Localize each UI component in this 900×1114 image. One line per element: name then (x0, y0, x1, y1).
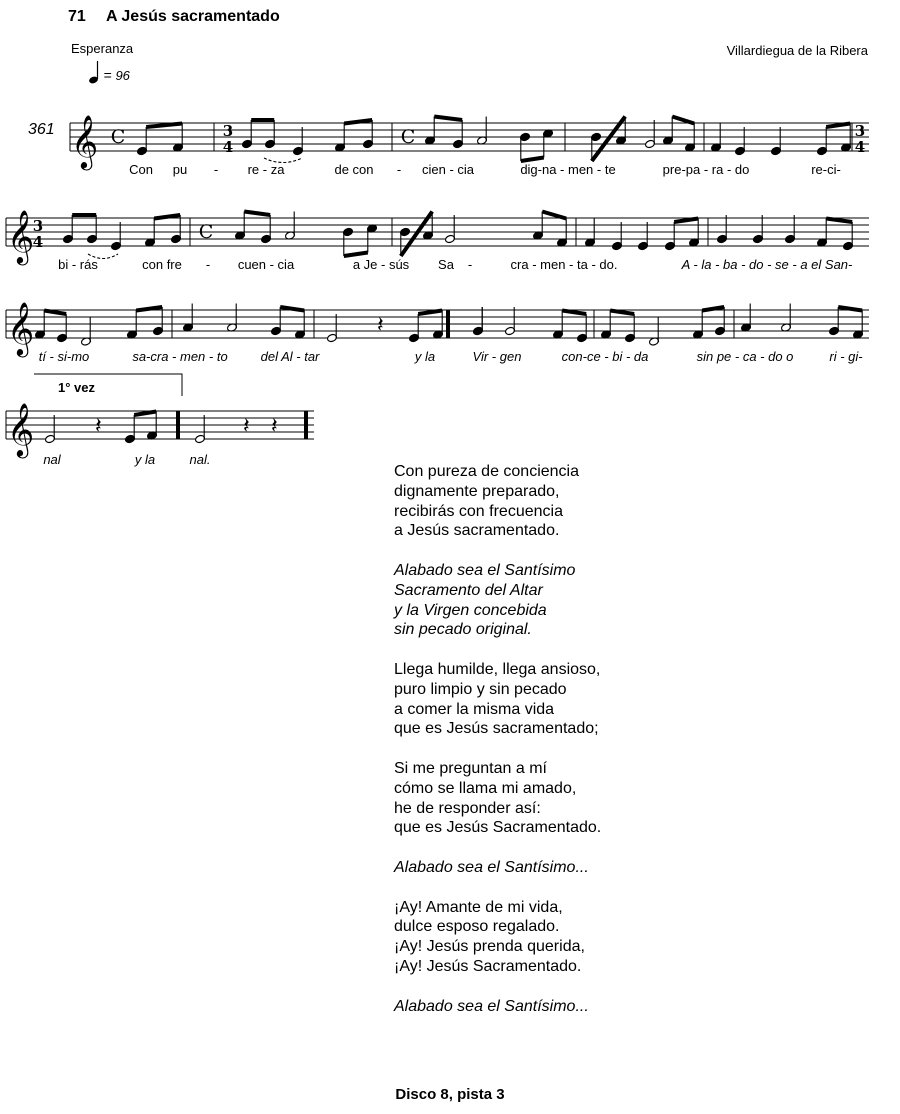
poem-line: Alabado sea el Santísimo (394, 561, 576, 579)
lyric-syllable: del Al - tar (260, 349, 320, 364)
volta-bracket (34, 374, 182, 396)
song-genre: Esperanza (71, 41, 134, 56)
note-beam (826, 124, 850, 128)
poem-line: ¡Ay! Amante de mi vida, (394, 898, 563, 916)
disc-track-label: Disco 8, pista 3 (395, 1086, 505, 1103)
tempo-value: 96 (115, 68, 130, 83)
lyric-syllable: A - la - ba - do - se - a el San- (681, 257, 853, 272)
time-signature: 4 (32, 233, 44, 251)
note-beam (134, 412, 156, 416)
lyric-syllable: nal (43, 452, 61, 467)
lyric-syllable: - (205, 257, 211, 272)
treble-clef-icon: 𝄞 (7, 402, 35, 456)
time-signature: 3 (32, 217, 44, 235)
poem-stanza (394, 759, 601, 838)
song-name: A Jesús sacramentado (106, 8, 280, 25)
poem-line: a comer la misma vida (394, 700, 555, 718)
common-time-icon: C (198, 221, 214, 243)
poem-line: he de responder así: (394, 799, 541, 817)
lyric-syllable: sin pe - ca - do o (696, 349, 794, 364)
lyric-syllable: cien - cia (421, 162, 475, 177)
lyric-syllable: Con (129, 162, 153, 177)
poem-text (394, 462, 601, 1036)
lyric-syllable: re - za (247, 162, 285, 177)
quarter-rest-icon: 𝄽 (271, 414, 278, 439)
lyric-syllable: pu (172, 162, 188, 177)
poem-stanza (394, 997, 601, 1017)
lyric-syllable: sa-cra - men - to (132, 349, 228, 364)
music-score (0, 0, 900, 480)
note-beam (434, 117, 462, 121)
note-beam (146, 124, 182, 128)
quarter-rest-icon: 𝄽 (243, 414, 250, 439)
lyric-syllable: pre-pa - ra - do (662, 162, 750, 177)
poem-stanza (394, 660, 601, 739)
poem-line: dulce esposo regalado. (394, 918, 560, 936)
note-beam (44, 311, 66, 315)
poem-line: Alabado sea el Santísimo... (394, 997, 589, 1015)
lyric-syllable: y la (414, 349, 436, 364)
common-time-icon: C (110, 126, 126, 148)
song-number: 71 (68, 8, 86, 25)
lyric-syllable: dig-na - men - te (520, 162, 616, 177)
poem-line: ¡Ay! Jesús Sacramentado. (394, 957, 582, 975)
note-beam (826, 219, 852, 223)
poem-line: Sacramento del Altar (394, 581, 543, 599)
treble-clef-icon: 𝄞 (7, 301, 35, 355)
note-beam (344, 253, 368, 257)
poem-line: sin pecado original. (394, 621, 532, 639)
poem-line: Si me preguntan a mí (394, 759, 547, 777)
note-beam (521, 158, 544, 162)
lyric-syllable: a Je - sús (352, 257, 410, 272)
note-beam (562, 311, 586, 315)
note-beam (610, 311, 634, 315)
lyric-syllable: - (213, 162, 219, 177)
note-beam (244, 212, 270, 216)
lyric-syllable: Vir - gen (472, 349, 522, 364)
poem-stanza (394, 898, 601, 977)
tempo-marking: = 96 (88, 60, 130, 86)
lyric-syllable: - (467, 257, 473, 272)
poem-line: a Jesús sacramentado. (394, 522, 560, 540)
poem-line: Con pureza de conciencia (394, 463, 580, 480)
lyric-syllable: bi - rás (58, 257, 98, 272)
quarter-rest-icon: 𝄽 (95, 414, 102, 439)
note-beam (672, 117, 694, 124)
poem-stanza (394, 462, 601, 541)
note-beam (418, 311, 442, 315)
time-signature: 4 (854, 138, 866, 156)
lyric-syllable: ri - gi- (829, 349, 863, 364)
quarter-rest-icon: 𝄽 (377, 313, 384, 338)
treble-clef-icon: 𝄞 (7, 209, 35, 263)
poem-stanza (394, 858, 601, 878)
lyric-syllable: - (396, 162, 402, 177)
lyric-syllable: con fre (142, 257, 182, 272)
time-signature: 3 (854, 122, 866, 140)
lyric-syllable: de con (334, 162, 374, 177)
lyric-syllable: Sa (438, 257, 454, 272)
poem-line: Llega humilde, llega ansioso, (394, 660, 601, 678)
song-origin: Villardiegua de la Ribera (726, 43, 868, 58)
poem-line: que es Jesús Sacramentado. (394, 819, 602, 837)
poem-line: que es Jesús sacramentado; (394, 720, 599, 738)
sequence-number: 361 (28, 121, 55, 138)
lyric-syllable: cra - men - ta - do. (510, 257, 618, 272)
poem-line: puro limpio y sin pecado (394, 680, 567, 698)
poem-line: Alabado sea el Santísimo... (394, 858, 589, 876)
note-beam (542, 212, 566, 219)
volta-label: 1° vez (58, 380, 96, 395)
lyric-syllable: cuen - cia (237, 257, 295, 272)
lyric-syllable: re-ci- (811, 162, 841, 177)
poem-line: ¡Ay! Jesús prenda querida, (394, 938, 585, 956)
lyric-syllable: con-ce - bi - da (561, 349, 649, 364)
note-beam (674, 219, 698, 223)
lyric-syllable: y la (134, 452, 156, 467)
poem-line: cómo se llama mi amado, (394, 779, 577, 797)
time-signature: 3 (222, 122, 234, 140)
poem-line: y la Virgen concebida (394, 601, 547, 619)
poem-line: dignamente preparado, (394, 482, 560, 500)
poem-line: recibirás con frecuencia (394, 502, 563, 520)
common-time-icon: C (400, 126, 416, 148)
poem-stanza (394, 561, 601, 640)
time-signature: 4 (222, 138, 234, 156)
lyric-syllable: tí - si-mo (38, 349, 90, 364)
treble-clef-icon: 𝄞 (71, 114, 99, 168)
lyric-syllable: nal. (189, 452, 211, 467)
